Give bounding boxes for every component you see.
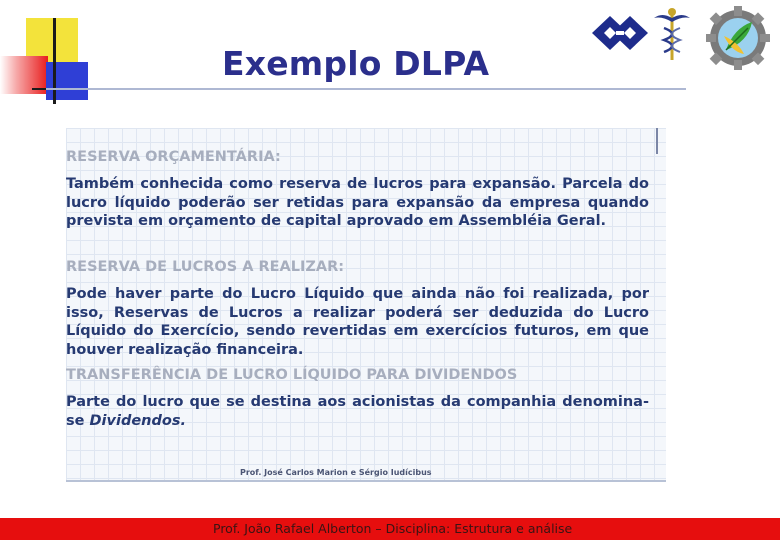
paragraph-dividendos-emphasis: Dividendos. bbox=[89, 412, 186, 429]
title-underline bbox=[46, 88, 686, 90]
paragraph-reserva-orcamentaria: Também conhecida como reserva de lucros para expansão. Parcela do lucro líquido poderão ser retidas para expansão da empresa quando prevista em orçamento de capital aprovado em Assembléia Geral. bbox=[66, 176, 649, 229]
content-panel bbox=[66, 128, 666, 482]
heading-reserva-orcamentaria: RESERVA ORÇAMENTÁRIA: bbox=[66, 149, 281, 165]
caduceus-logo-icon bbox=[652, 6, 692, 62]
page-title: Exemplo DLPA bbox=[222, 44, 490, 83]
paragraph-transferencia-dividendos bbox=[66, 393, 649, 430]
footer-text: Prof. João Rafael Alberton – Disciplina: Estrutura e análise bbox=[213, 521, 573, 536]
heading-transferencia-dividendos: TRANSFERÊNCIA DE LUCRO LÍQUIDO PARA DIVIDENDOS bbox=[66, 367, 518, 383]
author-credit: Prof. José Carlos Marion e Sérgio Iudícibus bbox=[240, 468, 432, 477]
paragraph-dividendos-text: Parte do lucro que se destina aos acionistas da companhia denomina-se bbox=[66, 394, 649, 429]
gear-leaf-logo-icon bbox=[704, 6, 772, 70]
heading-reserva-lucros-realizar: RESERVA DE LUCROS A REALIZAR: bbox=[66, 259, 345, 275]
footer-bar bbox=[0, 518, 780, 540]
diamond-logo-icon bbox=[590, 12, 650, 54]
corner-vertical-line bbox=[53, 18, 56, 104]
panel-edge-mark bbox=[656, 128, 658, 154]
paragraph-reserva-lucros-realizar: Pode haver parte do Lucro Líquido que ainda não foi realizada, por isso, Reservas de Lucros a realizar poderá ser deduzida do Lucro Líquido do Exercício, sendo revertidas em exercícios futuros, em que houver realização financeira. bbox=[66, 286, 649, 358]
